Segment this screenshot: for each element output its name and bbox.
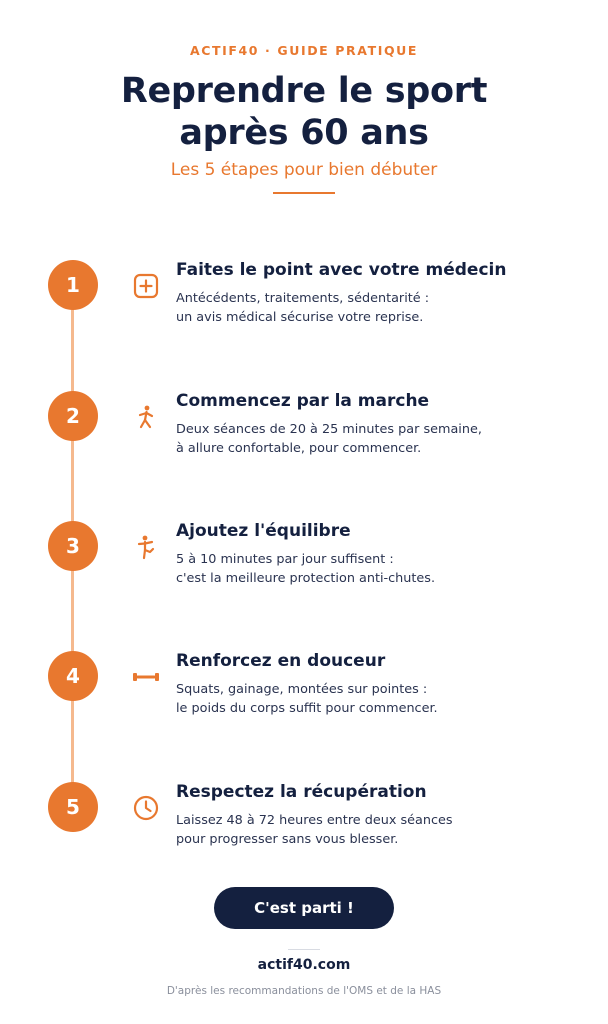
step-number-badge: 3: [48, 521, 98, 571]
step-4: [0, 651, 608, 761]
step-description-line-1: 5 à 10 minutes par jour suffisent :: [176, 552, 394, 567]
subtitle: Les 5 étapes pour bien débuter: [170, 160, 438, 180]
step-description-line-2: pour progresser sans vous blesser.: [176, 832, 399, 847]
step-description: [176, 811, 596, 849]
clock-icon: [132, 794, 160, 822]
step-number-badge: 4: [48, 651, 98, 701]
step-description-line-2: le poids du corps suffit pour commencer.: [176, 701, 438, 716]
step-title: Faites le point avec votre médecin: [176, 260, 507, 280]
step-description-line-2: à allure confortable, pour commencer.: [176, 441, 422, 456]
walking-person-icon: [132, 403, 160, 431]
step-description: [176, 289, 596, 327]
step-description-line-2: c'est la meilleure protection anti-chutes.: [176, 571, 436, 586]
eyebrow-label: ACTIF40 · GUIDE PRATIQUE: [189, 43, 419, 58]
step-title: Renforcez en douceur: [176, 651, 386, 671]
step-description-line-1: Antécédents, traitements, sédentarité :: [176, 291, 430, 306]
step-number-badge: 2: [48, 391, 98, 441]
title-line-2: après 60 ans: [179, 113, 429, 153]
medical-cross-icon: [132, 272, 160, 300]
step-description-line-2: un avis médical sécurise votre reprise.: [176, 310, 424, 325]
step-number-badge: 5: [48, 782, 98, 832]
footer-divider: [288, 949, 320, 950]
source-note: D'après les recommandations de l'OMS et de la HAS: [166, 985, 442, 997]
step-title: Ajoutez l'équilibre: [176, 521, 351, 541]
title-line-1: Reprendre le sport: [120, 71, 488, 111]
step-2: [0, 391, 608, 501]
site-url: actif40.com: [257, 957, 351, 973]
step-description: [176, 420, 596, 458]
step-3: [0, 521, 608, 631]
step-description: [176, 680, 596, 718]
step-description-line-1: Squats, gainage, montées sur pointes :: [176, 682, 428, 697]
step-5: [0, 782, 608, 892]
dumbbell-icon: [132, 663, 160, 691]
step-number-badge: 1: [48, 260, 98, 310]
step-title: Commencez par la marche: [176, 391, 430, 411]
step-1: [0, 260, 608, 370]
step-title: Respectez la récupération: [176, 782, 427, 802]
title-divider: [273, 192, 335, 194]
page-title: [0, 70, 608, 154]
start-button[interactable]: C'est parti !: [214, 887, 394, 929]
step-description-line-1: Deux séances de 20 à 25 minutes par semaine,: [176, 422, 482, 437]
step-description: [176, 550, 596, 588]
step-description-line-1: Laissez 48 à 72 heures entre deux séances: [176, 813, 453, 828]
balance-person-icon: [132, 533, 160, 561]
